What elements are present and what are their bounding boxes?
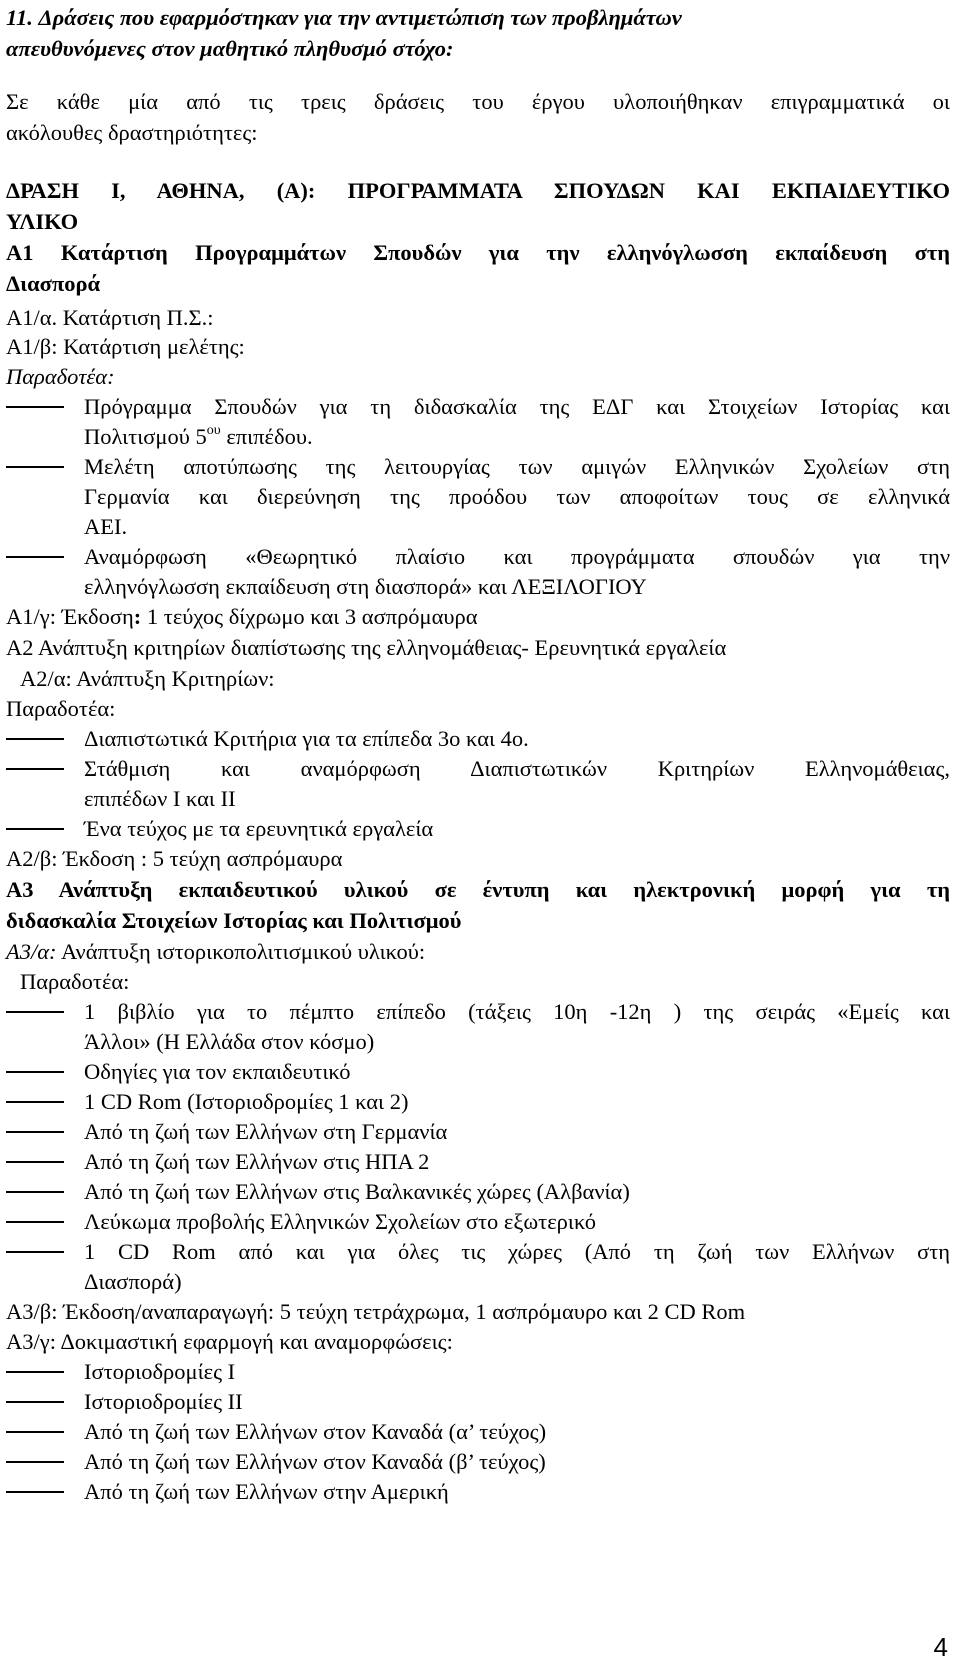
list-dash bbox=[6, 828, 64, 830]
a3g-item-4: Από τη ζωή των Ελλήνων στον Καναδά (β’ τεύχος) bbox=[84, 1449, 546, 1474]
a3-deliverable-1-line-2: Άλλοι» (Η Ελλάδα στον κόσμο) bbox=[84, 1029, 375, 1054]
a1-deliverable-2-line-2: Γερμανία και διερεύνηση της προόδου των αποφοίτων τους σε ελληνικά bbox=[84, 484, 950, 509]
a1g-line: Α1/γ: Έκδοση: 1 τεύχος δίχρωμο και 3 ασπρόμαυρα bbox=[6, 604, 478, 629]
section-number: 11. bbox=[6, 5, 33, 30]
a3a-line: Α3/α: Ανάπτυξη ιστορικοπολιτισμικού υλικού: bbox=[6, 939, 426, 964]
list-dash bbox=[6, 1371, 64, 1373]
a3-deliverables-label: Παραδοτέα: bbox=[20, 969, 130, 994]
a1-deliverable-2-line-3: ΑΕΙ. bbox=[84, 514, 128, 539]
list-dash bbox=[6, 1131, 64, 1133]
list-dash bbox=[6, 738, 64, 740]
page-number: 4 bbox=[933, 1632, 948, 1662]
a3-deliverable-7: Λεύκωμα προβολής Ελληνικών Σχολείων στο εξωτερικό bbox=[84, 1209, 597, 1234]
ordinal-superscript: ου bbox=[206, 422, 221, 438]
list-dash bbox=[6, 1251, 64, 1253]
list-dash bbox=[6, 1221, 64, 1223]
a3b-line: Α3/β: Έκδοση/αναπαραγωγή: 5 τεύχη τετράχρωμα, 1 ασπρόμαυρο και 2 CD Rom bbox=[6, 1299, 746, 1324]
a1a-line: Α1/α. Κατάρτιση Π.Σ.: bbox=[6, 305, 214, 330]
list-dash bbox=[6, 466, 64, 468]
a3g-item-2: Ιστοριοδρομίες ΙΙ bbox=[84, 1389, 243, 1414]
a2-title: Α2 Ανάπτυξη κριτηρίων διαπίστωσης της ελληνομάθειας- Ερευνητικά εργαλεία bbox=[6, 635, 727, 660]
a2-deliverable-3: Ένα τεύχος με τα ερευνητικά εργαλεία bbox=[84, 816, 434, 841]
list-dash bbox=[6, 1011, 64, 1013]
intro-line-1: Σε κάθε μία από τις τρεις δράσεις του έργου υλοποιήθηκαν επιγραμματικά οι bbox=[6, 89, 950, 114]
list-dash bbox=[6, 1401, 64, 1403]
a3-deliverable-3: 1 CD Rom (Ιστοριοδρομίες 1 και 2) bbox=[84, 1089, 409, 1114]
action-1-title-line-2: ΥΛΙΚΟ bbox=[6, 209, 79, 234]
a3-deliverable-2: Οδηγίες για τον εκπαιδευτικό bbox=[84, 1059, 351, 1084]
a1-deliverable-3-line-1: Αναμόρφωση «Θεωρητικό πλαίσιο και προγράμματα σπουδών για την bbox=[84, 544, 950, 569]
section-heading-line-1: 11. Δράσεις που εφαρμόστηκαν για την αντιμετώπιση των προβλημάτων bbox=[6, 5, 682, 30]
a3g-item-1: Ιστοριοδρομίες Ι bbox=[84, 1359, 236, 1384]
a1-deliverable-1-line-1: Πρόγραμμα Σπουδών για τη διδασκαλία της ΕΔΓ και Στοιχείων Ιστορίας και bbox=[84, 394, 950, 419]
a3-deliverable-5: Από τη ζωή των Ελλήνων στις ΗΠΑ 2 bbox=[84, 1149, 430, 1174]
list-dash bbox=[6, 406, 64, 408]
a2b-line: Α2/β: Έκδοση : 5 τεύχη ασπρόμαυρα bbox=[6, 846, 343, 871]
a2-deliverable-2-line-1: Στάθμιση και αναμόρφωση Διαπιστωτικών Κριτηρίων Ελληνομάθειας, bbox=[84, 756, 950, 781]
a1-title-line-1: Α1 Κατάρτιση Προγραμμάτων Σπουδών για την ελληνόγλωσση εκπαίδευση στη bbox=[6, 240, 950, 265]
a3-title-line-2: διδασκαλία Στοιχείων Ιστορίας και Πολιτισμού bbox=[6, 908, 462, 933]
list-dash bbox=[6, 1161, 64, 1163]
a1-deliverable-3-line-2: ελληνόγλωσση εκπαίδευση στη διασπορά» και ΛΕΞΙΛΟΓΙΟΥ bbox=[84, 574, 647, 599]
a3-deliverable-6: Από τη ζωή των Ελλήνων στις Βαλκανικές χώρες (Αλβανία) bbox=[84, 1179, 630, 1204]
list-dash bbox=[6, 1101, 64, 1103]
a1-deliverable-2-line-1: Μελέτη αποτύπωσης της λειτουργίας των αμιγών Ελληνικών Σχολείων στη bbox=[84, 454, 950, 479]
a1-deliverable-1-line-2: Πολιτισμού $5^{o\upsilon}$ επιπέδου. bbox=[84, 422, 313, 449]
list-dash bbox=[6, 1071, 64, 1073]
a3g-line: Α3/γ: Δοκιμαστική εφαρμογή και αναμορφώσεις: bbox=[6, 1329, 453, 1354]
list-dash bbox=[6, 1491, 64, 1493]
a3-title-line-1: Α3 Ανάπτυξη εκπαιδευτικού υλικού σε έντυπη και ηλεκτρονική μορφή για τη bbox=[6, 877, 950, 902]
list-dash bbox=[6, 768, 64, 770]
a1-title-line-2: Διασπορά bbox=[6, 271, 101, 296]
intro-line-2: ακόλουθες δραστηριότητες: bbox=[6, 120, 258, 145]
a3g-item-5: Από τη ζωή των Ελλήνων στην Αμερική bbox=[84, 1479, 449, 1504]
list-dash bbox=[6, 556, 64, 558]
a2-deliverable-2-line-2: επιπέδων Ι και ΙΙ bbox=[84, 786, 236, 811]
a3-deliverable-4: Από τη ζωή των Ελλήνων στη Γερμανία bbox=[84, 1119, 448, 1144]
list-dash bbox=[6, 1191, 64, 1193]
list-dash bbox=[6, 1461, 64, 1463]
a2-deliverable-1: Διαπιστωτικά Κριτήρια για τα επίπεδα 3ο και 4ο. bbox=[84, 726, 529, 751]
a2-deliverables-label: Παραδοτέα: bbox=[6, 696, 116, 721]
a2a-line: Α2/α: Ανάπτυξη Κριτηρίων: bbox=[20, 666, 275, 691]
a3g-item-3: Από τη ζωή των Ελλήνων στον Καναδά (α’ τεύχος) bbox=[84, 1419, 547, 1444]
section-heading-line-2: απευθυνόμενες στον μαθητικό πληθυσμό στόχο: bbox=[6, 36, 454, 61]
a3-deliverable-1-line-1: 1 βιβλίο για το πέμπτο επίπεδο (τάξεις 10η -12η ) της σειράς «Εμείς και bbox=[84, 999, 950, 1024]
a3-deliverable-8-line-1: 1 CD Rom από και για όλες τις χώρες (Από τη ζωή των Ελλήνων στη bbox=[84, 1239, 950, 1264]
action-1-title-line-1: ΔΡΑΣΗ Ι, ΑΘΗΝΑ, (Α): ΠΡΟΓΡΑΜΜΑΤΑ ΣΠΟΥΔΩΝ ΚΑΙ ΕΚΠΑΙΔΕΥΤΙΚΟ bbox=[6, 178, 950, 203]
a1b-line: Α1/β: Κατάρτιση μελέτης: bbox=[6, 334, 245, 359]
a1-deliverables-label: Παραδοτέα: bbox=[6, 364, 115, 389]
list-dash bbox=[6, 1431, 64, 1433]
a3-deliverable-8-line-2: Διασπορά) bbox=[84, 1269, 182, 1294]
